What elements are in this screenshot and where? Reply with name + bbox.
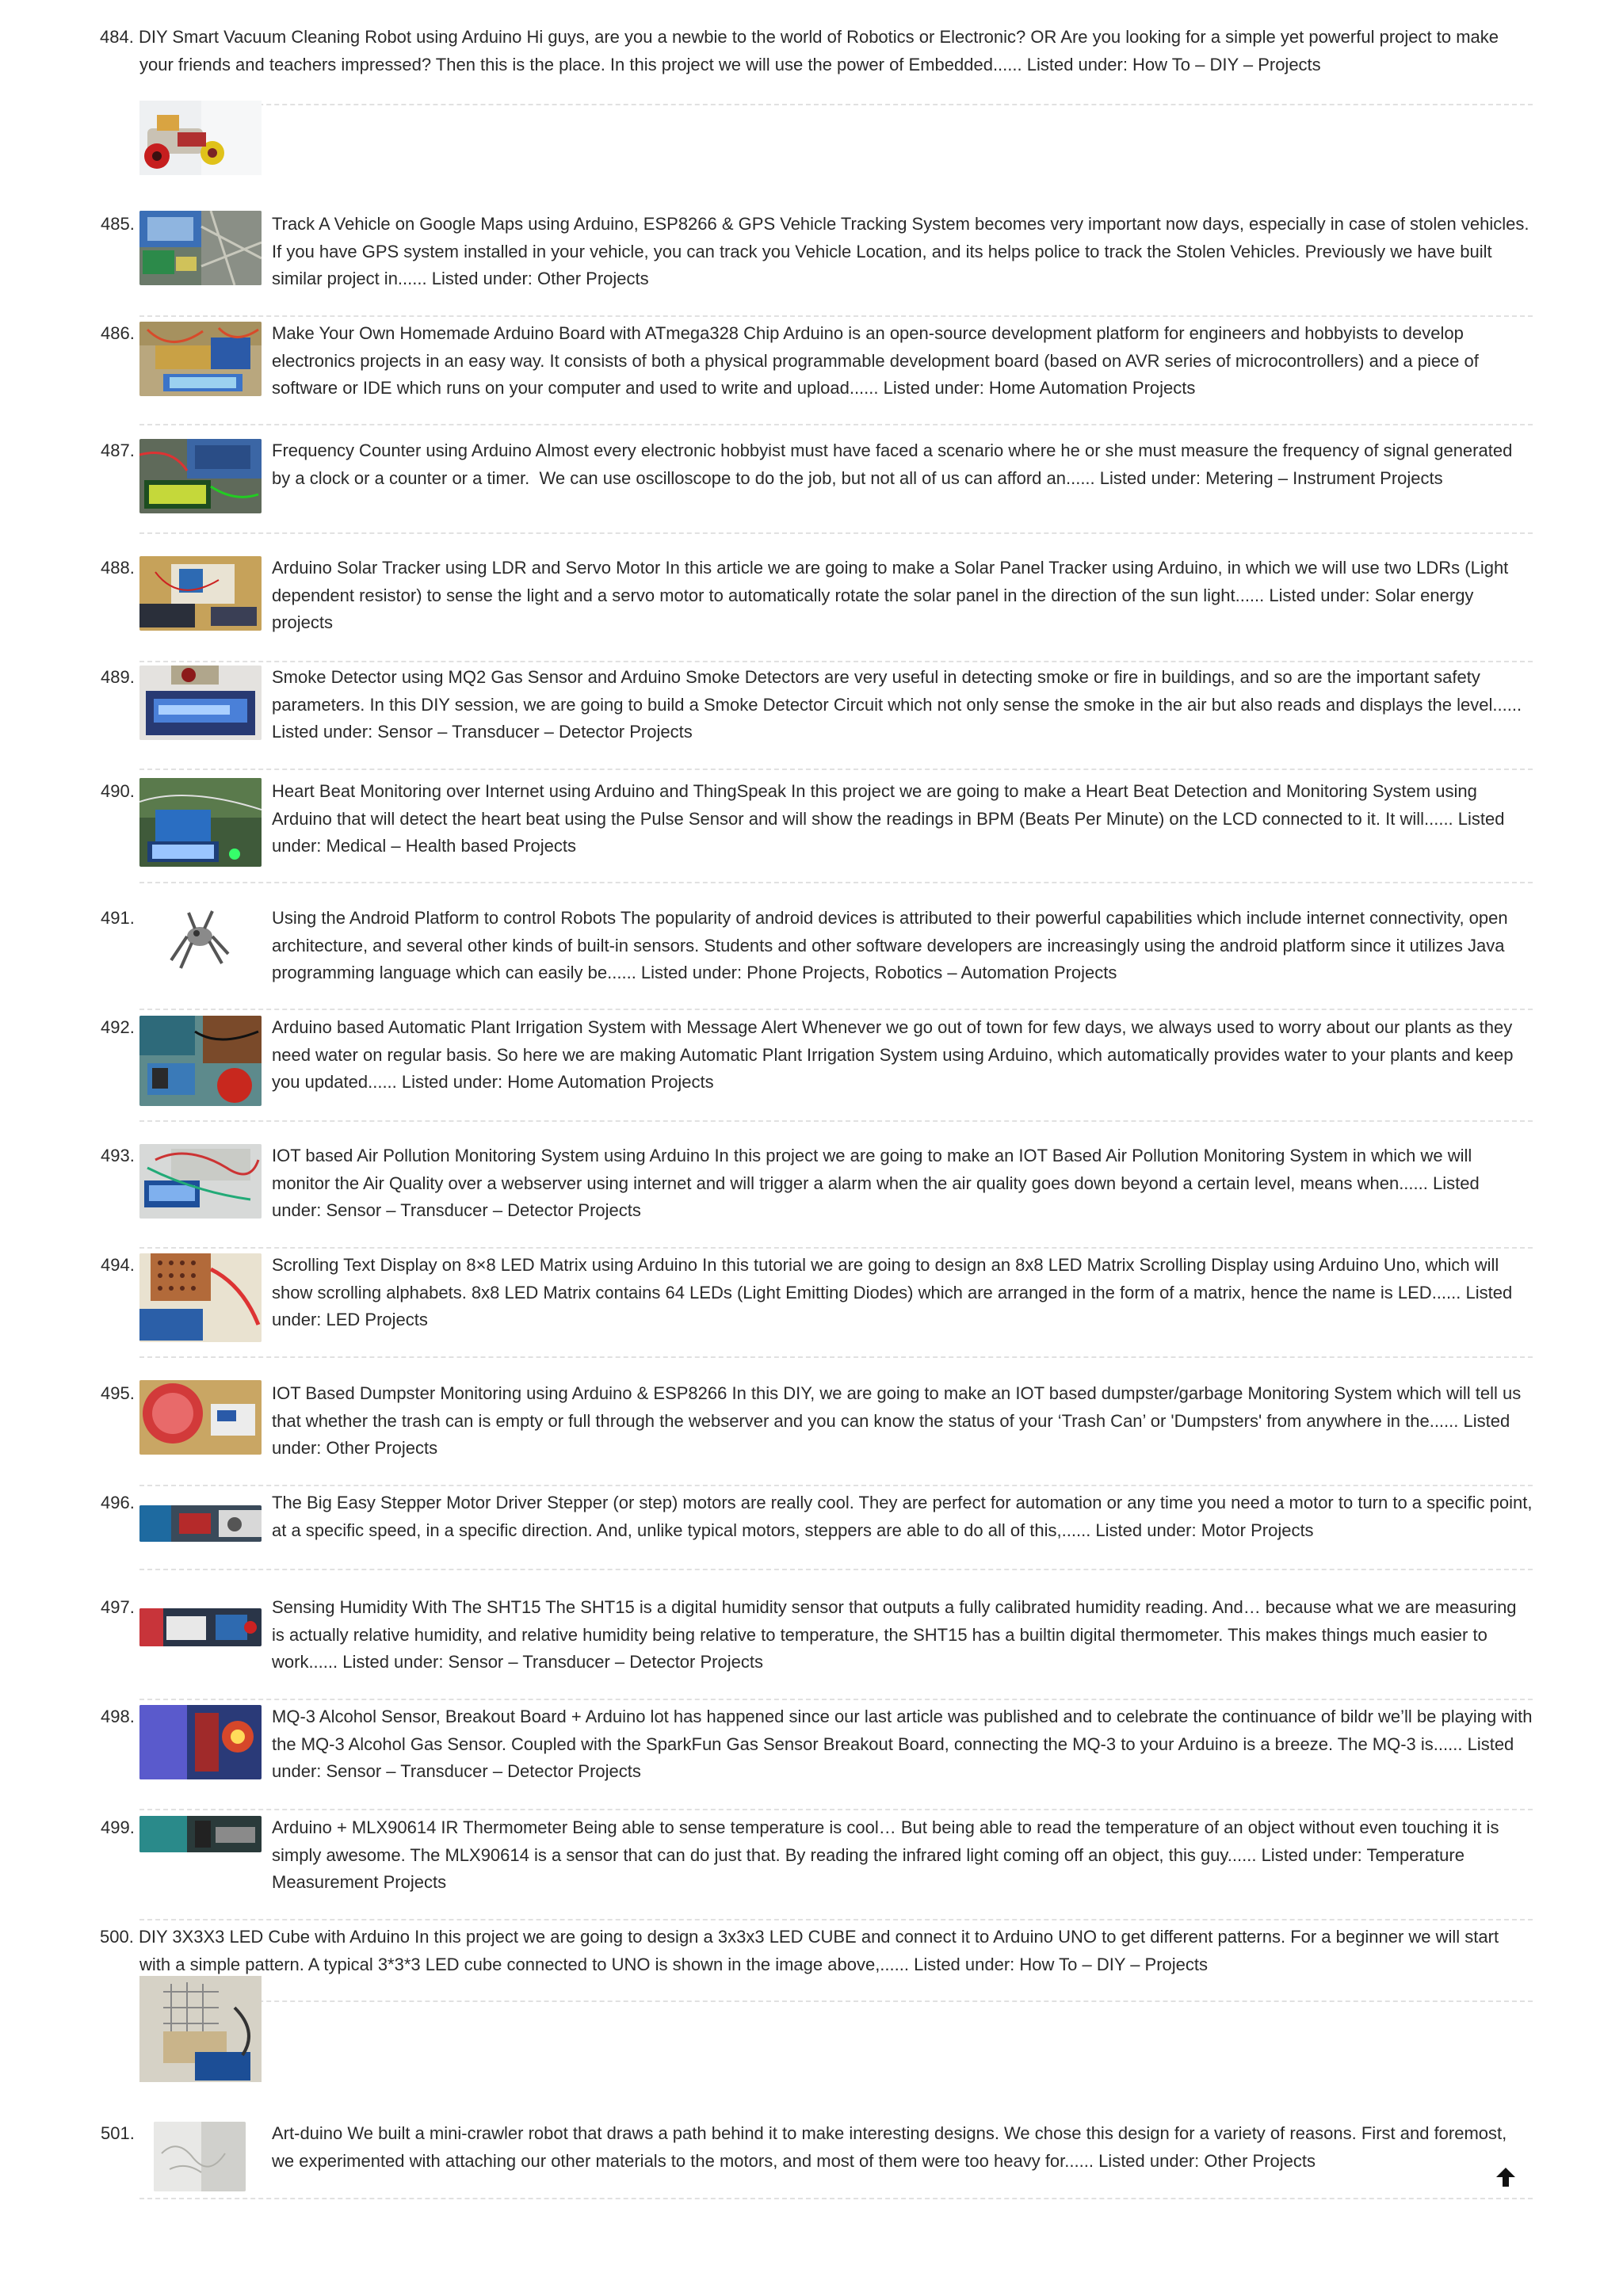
separator [139,769,1533,770]
thumbnail[interactable] [139,1608,262,1646]
separator [139,1356,1533,1358]
entry-text[interactable]: The Big Easy Stepper Motor Driver Stepper (or step) motors are really cool. They are perfect for automation or any time you need a motor to turn to a specific point, at a specific speed, in a specific direction. And, unlike typical motors, steppers are able to do all of this,...... Listed under: Motor Projects [272,1493,1533,1540]
entry-number: 496. [101,1493,135,1512]
arrow-up-icon [1493,2164,1518,2190]
separator [139,1009,1533,1010]
led-matrix-photo [139,1253,262,1342]
ir-thermometer-photo [139,1816,262,1852]
plant-irrigation-photo [139,1016,262,1106]
entry-number: 498. [101,1707,135,1726]
entry-text[interactable]: IOT based Air Pollution Monitoring System using Arduino In this project we are going to make an IOT Based Air Pollution Monitoring System in which we will monitor the Air Quality over a webserver using internet and will trigger a alarm when the air quality goes down beyond a certain level, means when...... Listed under: Sensor – Transducer – Detector Projects [272,1146,1480,1220]
thumbnail[interactable] [139,666,262,740]
separator [139,882,1533,883]
led-cube-photo [139,1976,262,2082]
art-duino-photo [154,2122,246,2191]
separator [139,1699,1533,1700]
separator [139,1569,1533,1570]
entry-number: 495. [101,1383,135,1403]
entry-number: 489. [101,667,135,687]
thumbnail[interactable] [139,1505,262,1542]
separator [139,104,1533,105]
separator [139,2198,1533,2199]
air-pollution-photo [139,1144,262,1219]
thumbnail[interactable] [139,439,262,513]
entry-text[interactable]: Track A Vehicle on Google Maps using Arduino, ESP8266 & GPS Vehicle Tracking System becomes very important now days, especially in case of stolen vehicles. If you have GPS system installed in your vehicle, you can track you Vehicle Location, and its helps police to track the Stolen Vehicles. Previously we have built similar project in...... Listed under: Other Projects [272,214,1529,288]
stepper-driver-photo [139,1505,262,1542]
thumbnail[interactable] [139,1016,262,1106]
alcohol-sensor-photo [139,1705,262,1779]
entry-number: 492. [101,1017,135,1037]
thumbnail[interactable] [154,2122,246,2191]
thumbnail[interactable] [139,1253,262,1342]
thumbnail[interactable] [139,211,262,285]
entry-number: 487. [101,441,135,460]
entry-text[interactable]: IOT Based Dumpster Monitoring using Arduino & ESP8266 In this DIY, we are going to make an IOT based dumpster/garbage Monitoring System which will tell us that whether the trash can is empty or full through the webserver and you can know the status of your ‘Trash Can’ or 'Dumpsters' from anywhere in the...... Listed under: Other Projects [272,1383,1522,1458]
separator [139,661,1533,662]
separator [139,2000,1533,2002]
entry-text[interactable]: MQ-3 Alcohol Sensor, Breakout Board + Arduino lot has happened since our last article was published and to celebrate the continuance of bildr we’ll be playing with the MQ-3 Alcohol Gas Sensor. Coupled with the SparkFun Gas Sensor Breakout Board, connecting the MQ-3 to your Arduino is a breeze. The MQ-3 is...... Listed under: Sensor – Transducer – Detector Projects [272,1707,1533,1781]
thumbnail[interactable] [139,556,262,631]
vacuum-robot-photo [139,101,262,175]
entry-number: 490. [101,781,135,801]
homemade-arduino-photo [139,322,262,396]
entry-text[interactable]: Sensing Humidity With The SHT15 The SHT15 is a digital humidity sensor that outputs a fully calibrated humidity reading. And… because what we are measuring is actually relative humidity, and relative humidity being relative to temperature, the SHT15 has a builtin digital thermometer. This makes things much easier to work...... Listed under: Sensor – Transducer – Detector Projects [272,1597,1517,1672]
humidity-sensor-photo [139,1608,262,1646]
dumpster-monitor-photo [139,1380,262,1455]
thumbnail[interactable] [139,101,262,175]
entry-text[interactable]: Arduino + MLX90614 IR Thermometer Being able to sense temperature is cool… But being able to read the temperature of an object without even touching it is simply awesome. The MLX90614 is a sensor that can do just that. By reading the infrared light coming off an object, this guy...... Listed under: Temperature Measurement Projects [272,1817,1499,1892]
entry-number: 486. [101,323,135,343]
smoke-detector-photo [139,666,262,740]
entry-number: 499. [101,1817,135,1837]
entry-text[interactable]: Make Your Own Homemade Arduino Board with ATmega328 Chip Arduino is an open-source development platform for engineers and hobbyists to develop electronics projects in an easy way. It consists of both a physical programmable development board (based on AVR series of microcontrollers) and a piece of software or IDE which runs on your computer and used to write and upload...... Listed under: Home Automation Projects [272,323,1479,398]
separator [139,1120,1533,1122]
frequency-counter-photo [139,439,262,513]
thumbnail[interactable] [139,778,262,867]
entry-number: 501. [101,2123,135,2143]
solar-tracker-photo [139,556,262,631]
separator [139,315,1533,317]
entry-text[interactable]: 500. DIY 3X3X3 LED Cube with Arduino In this project we are going to design a 3x3x3 LED CUBE and connect it to Arduino UNO to get different patterns. For a beginner we will start with a simple pattern. A typical 3*3*3 LED cube connected to UNO is shown in the image above,...... Listed under: How To – DIY – Projects [100,1927,1499,1974]
separator [139,424,1533,425]
thumbnail[interactable] [139,1705,262,1779]
thumbnail[interactable] [139,1976,262,2082]
entry-number: 493. [101,1146,135,1165]
separator [139,1919,1533,1920]
entry-text[interactable]: Using the Android Platform to control Robots The popularity of android devices is attributed to their powerful capabilities which include internet connectivity, open architecture, and several other kinds of built-in sensors. Students and other software developers are increasingly using the android platform since it utilizes Java programming language which can easily be...... Listed under: Phone Projects, Robotics – Automation Projects [272,908,1508,982]
entry-text[interactable]: 484. DIY Smart Vacuum Cleaning Robot using Arduino Hi guys, are you a newbie to the world of Robotics or Electronic? OR Are you looking for a simple yet powerful project to make your friends and teachers impressed? Then this is the place. In this project we will use the power of Embedded...... Listed under: How To – DIY – Projects [100,27,1499,74]
entry-number: 488. [101,558,135,578]
thumbnail[interactable] [139,905,262,979]
thumbnail[interactable] [139,1816,262,1852]
separator [139,1247,1533,1249]
thumbnail[interactable] [139,322,262,396]
thumbnail[interactable] [139,1380,262,1455]
entry-text[interactable]: Scrolling Text Display on 8×8 LED Matrix using Arduino In this tutorial we are going to design an 8x8 LED Matrix Scrolling Display using Arduino Uno, which will show scrolling alphabets. 8x8 LED Matrix contains 64 LEDs (Light Emitting Diodes) which are arranged in the form of a matrix, hence the name is LED...... Listed under: LED Projects [272,1255,1513,1329]
thumbnail[interactable] [139,1144,262,1219]
entry-text[interactable]: Art-duino We built a mini-crawler robot that draws a path behind it to make interesting designs. We chose this design for a variety of reasons. First and foremost, we experimented with attaching our other materials to the motors, and most of them were too heavy for...... Listed under: Other Projects [272,2123,1507,2171]
entry-text[interactable]: Arduino based Automatic Plant Irrigation System with Message Alert Whenever we go out of town for few days, we always used to worry about our plants as they need water on regular basis. So here we are making Automatic Plant Irrigation System using Arduino, which automatically provides water to your plants and keep you updated...... Listed under: Home Automation Projects [272,1017,1514,1092]
entry-number: 491. [101,908,135,928]
back-to-top-button[interactable] [1493,2164,1518,2190]
separator [139,532,1533,534]
heart-beat-photo [139,778,262,867]
separator [139,1485,1533,1486]
android-robot-photo [139,905,262,979]
entry-text[interactable]: Frequency Counter using Arduino Almost every electronic hobbyist must have faced a scenario where he or she must measure the frequency of signal generated by a clock or a counter or a timer. We can use oscilloscope to do the job, but not all of us can afford an...... Listed under: Metering – Instrument Projects [272,441,1513,488]
entry-number: 494. [101,1255,135,1275]
separator [139,1809,1533,1810]
entry-number: 497. [101,1597,135,1617]
gps-tracker-photo [139,211,262,285]
entry-number: 485. [101,214,135,234]
entry-text[interactable]: Heart Beat Monitoring over Internet using Arduino and ThingSpeak In this project we are going to make a Heart Beat Detection and Monitoring System using Arduino that will detect the heart beat using the Pulse Sensor and will show the readings in BPM (Beats Per Minute) on the LCD connected to it. It will...... Listed under: Medical – Health based Projects [272,781,1505,856]
entry-text[interactable]: Smoke Detector using MQ2 Gas Sensor and Arduino Smoke Detectors are very useful in detecting smoke or fire in buildings, and so are the important safety parameters. In this DIY session, we are going to build a Smoke Detector Circuit which not only sense the smoke in the air but also reads and displays the level...... Listed under: Sensor – Transducer – Detector Projects [272,667,1522,742]
entry-text[interactable]: Arduino Solar Tracker using LDR and Servo Motor In this article we are going to make a Solar Panel Tracker using Arduino, in which we will use two LDRs (Light dependent resistor) to sense the light and a servo motor to automatically rotate the solar panel in the direction of the sun light...... Listed under: Solar energy projects [272,558,1509,632]
